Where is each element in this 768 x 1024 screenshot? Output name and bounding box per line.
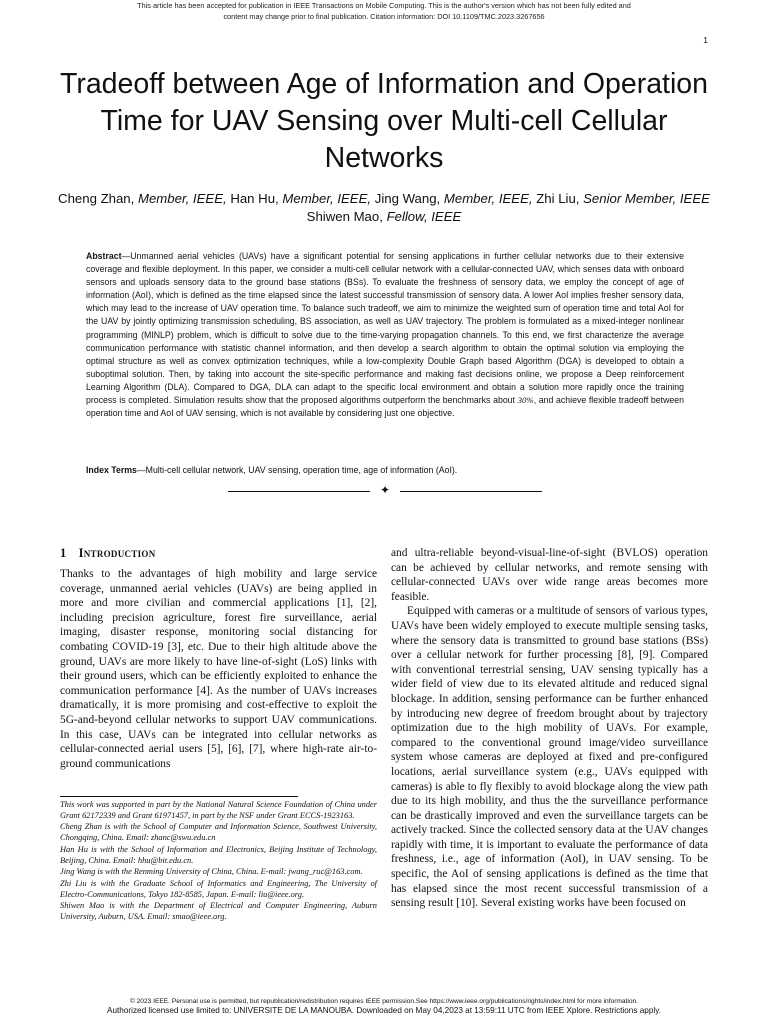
copyright-line: © 2023 IEEE. Personal use is permitted, but republication/redistribution requires IEEE permission.See https://www.ieee.org/publications/rights/index.html for more information. [129, 998, 639, 1005]
abstract-percent: 30% [517, 395, 534, 406]
license-line: Authorized licensed use limited to: UNIVERSITE DE LA MANOUBA. Downloaded on May 04,2023 at 13:59:11 UTC from IEEE Xplore. Restrictions apply. [107, 1006, 661, 1015]
footnote-rule [60, 796, 298, 797]
acceptance-notice [0, 0, 768, 22]
abstract-text: —Unmanned aerial vehicles (UAVs) have a significant potential for sensing applications in further cellular networks due to their extensive coverage and flexible deployment. In this paper, we consider a multi-cell cellular network with a cellular-connected UAV, which senses data with onboard sensors and uploads sensory data to the ground base stations (BSs). To evaluate the freshness of sensory data, we employ the concept of age of information (AoI), which is defined as the time elapsed since the latest successful transmission of sensory data. A lower AoI implies fresher sensory data, which may lead to the increase of UAV operation time. To balance such tradeoff, we aim to minimize the weighted sum of operation time and total AoI for the UAV by jointly optimizing transmission scheduling, BS association, as well as UAV trajectory. The problem is formulated as a mixed-integer nonlinear programming (MINLP) problem, which is difficult to solve due to the time-varying propagation channels. To this end, we first characterize the average communication performance with statistic channel information, and then develop a search algorithm to obtain the optimal solution via employing the optimal structure as well as convex optimization techniques, while a low-complexity Double Graph based Algorithm (DGA) is developed to obtain a suboptimal solution. Then, by taking into account the site-specific performance and making fast decisions online, we propose a Deep reinforcement Learning Algorithm (DLA). Compared to DGA, DLA can adapt to the specific local environment and obtain a solution more rapidly once the training process is completed. Simulation results show that the proposed algorithms outperform the benchmarks about [86, 251, 684, 406]
author-membership: Fellow, IEEE [386, 209, 462, 224]
footnote: Shiwen Mao is with the Department of Electrical and Computer Engineering, Auburn University, Auburn, USA. Email: smao@ieee.org. [60, 901, 377, 921]
section-title: Introduction [78, 546, 156, 560]
author-name: Shiwen Mao, [306, 209, 387, 224]
footnote: Jing Wang is with the Renming University of China, China. E-mail: jwang_ruc@163.com. [60, 867, 363, 877]
footnote: Cheng Zhan is with the School of Computer and Information Science, Southwest University, Chongqing, China. Email: zhanc@swu.edu.cn [60, 822, 377, 843]
star-ornament-icon: ✦ [379, 483, 391, 497]
author-membership: Senior Member, IEEE [583, 191, 710, 206]
divider-line-right [400, 491, 542, 492]
acceptance-notice-line1: This article has been accepted for publication in IEEE Transactions on Mobile Computing. This is the author's version which has not been fully edited and [137, 1, 631, 10]
page-number: 1 [703, 35, 708, 45]
body-paragraph: and ultra-reliable beyond-visual-line-of-sight (BVLOS) operation can be achieved by cellular networks, and remote sensing with cellular-connected UAVs over wide range areas becomes more feasible. [391, 547, 708, 603]
index-terms-text: —Multi-cell cellular network, UAV sensing, operation time, age of information (AoI). [136, 465, 458, 475]
author-list [50, 190, 718, 226]
abstract [86, 250, 684, 420]
footnotes [60, 800, 377, 924]
paper-title: Tradeoff between Age of Information and Operation Time for UAV Sensing over Multi-cell Cellular Networks [59, 68, 708, 174]
footnote: This work was supported in part by the National Natural Science Foundation of China under Grant 62172339 and Grant 61971457, in part by the NSF under Grant ECCS-1923163. [60, 800, 377, 820]
section-number: 1 [60, 546, 67, 560]
footnote: Han Hu is with the School of Information and Electronics, Beijing Institute of Technology, Beijing, China. Email: hhu@bit.edu.cn. [60, 844, 377, 865]
footnote: Zhi Liu is with the Graduate School of Informatics and Engineering, The University of Electro-Communications, Tokyo 182-8585, Japan. E-mail: liu@ieee.org. [60, 878, 377, 899]
abstract-text-end: , and achieve flexible tradeoff between operation time and AoI of UAV sensing, which is not available by considering just one objective. [86, 395, 684, 419]
author-membership: Member, IEEE, [443, 191, 533, 206]
index-terms [86, 464, 684, 477]
author-name: Jing Wang, [371, 191, 444, 206]
body-paragraph: Equipped with cameras or a multitude of sensors of various types, UAVs have been widely employed to execute multiple sensing tasks, where the sensory data is transmitted to ground base stations (BSs) over a cellular network for further processing [8], [9]. Compared with conventional terrestrial sensing, UAV sensing typically has a wider field of view due to its elevated altitude and reduced signal blockage. In addition, sensing performance can be further enhanced by introducing new degree of freedom brought about by trajectory optimization due to the high mobility of UAVs. For example, compared to the conventional ground image/video surveillance system whose cameras are deployed at fixed and pre-configured locations, aerial surveillance system (e.g., UAVs equipped with cameras) is able to fly flexibly to avoid blockage along the view path due to its high mobility, and thus the the surveillance performance can be drastically improved and even the surveillance targets can be actively tracked. Since the collected sensory data at the UAV changes rapidly with time, it is important to evaluate the performance of data freshness, i.e., age of information (AoI), in UAV sensing. To be specific, the AoI of sensing applications is defined as the time that has elapsed since the most recent successful transmission of a sensing result [10]. Several existing works have been focused on [391, 605, 708, 910]
right-column [391, 546, 708, 911]
acceptance-notice-line2: content may change prior to final publication. Citation information: DOI 10.1109/TMC.2023.3267656 [223, 12, 545, 21]
index-terms-label: Index Terms [86, 465, 137, 475]
author-name: Han Hu, [226, 191, 283, 206]
divider-line-left [228, 491, 370, 492]
section-divider [228, 484, 542, 498]
left-column [60, 545, 377, 771]
abstract-label: Abstract [86, 251, 122, 261]
section-heading [60, 545, 377, 561]
author-name: Cheng Zhan, [58, 191, 138, 206]
author-membership: Member, IEEE, [282, 191, 372, 206]
author-name: Zhi Liu, [532, 191, 584, 206]
body-paragraph: Thanks to the advantages of high mobility and large service coverage, unmanned aerial vehicles (UAVs) are being applied in more and more civilian and commercial applications [1], [2], including precision agriculture, forest fire surveillance, aerial imaging, disaster response, monitoring social distancing for combating COVID-19 [3], etc. Due to their high altitude above the ground, UAVs are more likely to have line-of-sight (LoS) links with their ground users, which can be efficiently exploited to enhance the communication performance [4]. As the number of UAVs increases dramatically, it is more promising and cost-effective to exploit the 5G-and-beyond cellular networks to support UAV communications. In this case, UAVs can be integrated into cellular networks as cellular-connected aerial users [5], [6], [7], where high-rate air-to-ground communications [60, 568, 377, 770]
author-membership: Member, IEEE, [137, 191, 227, 206]
